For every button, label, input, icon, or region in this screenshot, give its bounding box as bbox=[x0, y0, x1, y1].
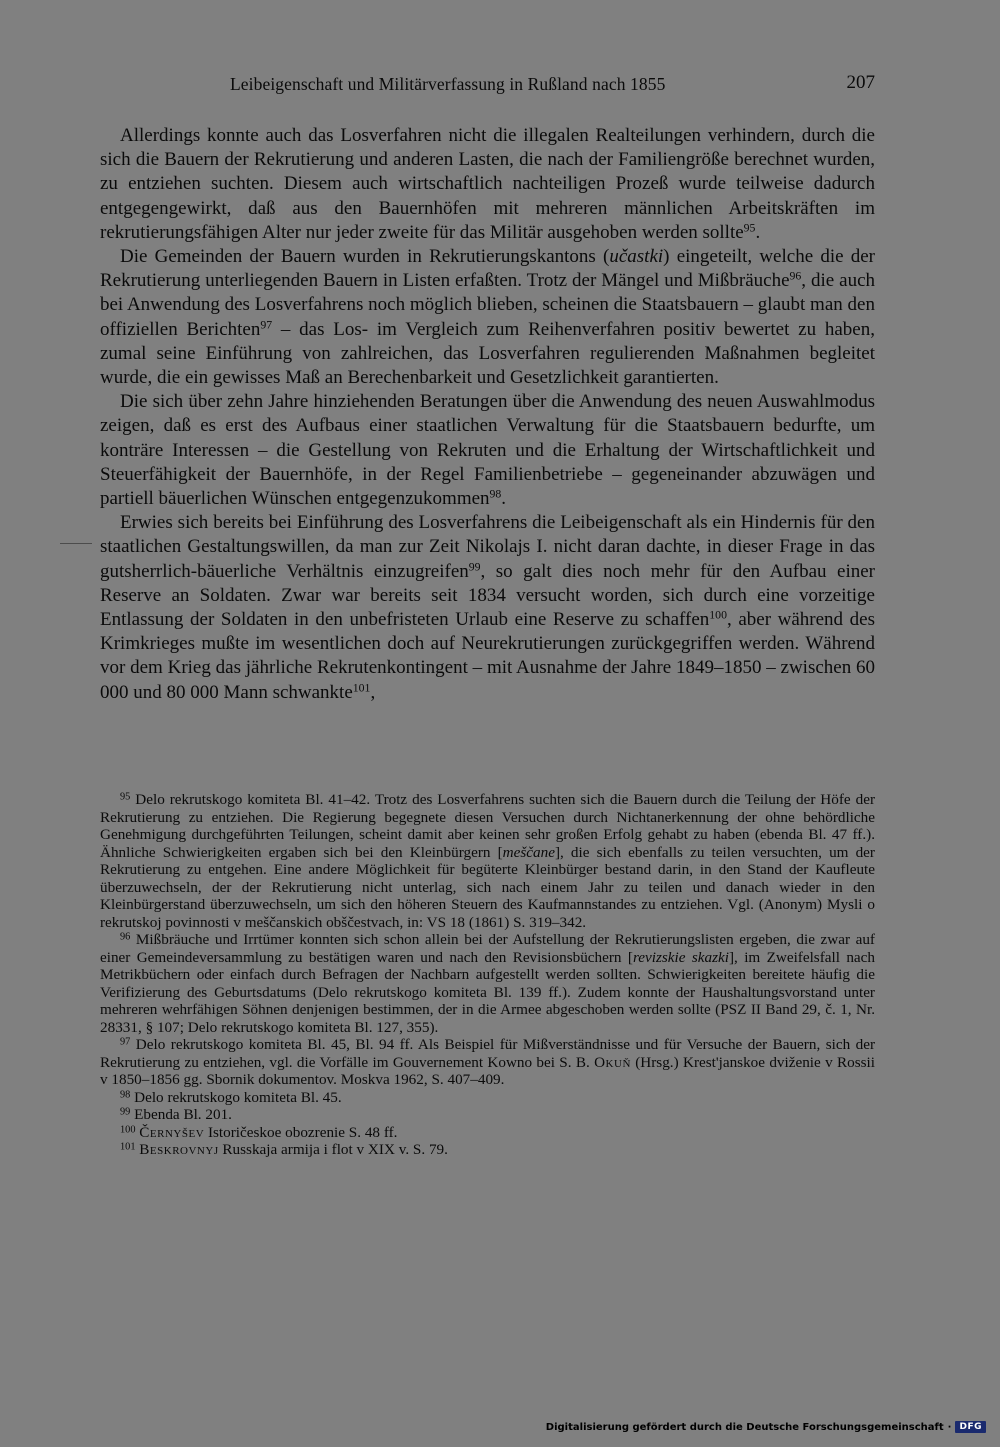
digitization-credit: Digitalisierung gefördert durch die Deutsche Forschungsgemeinschaft · DFG bbox=[546, 1419, 986, 1435]
dfg-logo-icon[interactable]: DFG bbox=[955, 1421, 986, 1433]
page-header bbox=[100, 72, 875, 100]
footnote-ref-96[interactable]: 96 bbox=[789, 269, 802, 283]
footnote-ref-95[interactable]: 95 bbox=[743, 221, 756, 235]
paragraph-4: Erwies sich bereits bei Einführung des Losverfahrens die Leibeigenschaft als ein Hindernis für den staatlichen Gestaltungswillen, da man zur Zeit Nikolajs I. nicht daran dachte, in dieser Frage in das gutsherrlich-bäuerliche Verhältnis einzugreifen$^{99}$, so galt dies noch mehr für den Aufbau einer Reserve an Soldaten. Zwar war bereits seit 1834 versucht worden, sich durch eine vorzeitige Entlassung der Soldaten in den unbefristeten Urlaub eine Reserve zu schaffen$^{100}$, aber während des Krimkrieges mußte im wesentlichen doch auf Neurekrutierungen zurückgegriffen werden. Während vor dem Krieg das jährliche Rekrutenkontingent – mit Ausnahme der Jahre 1849–1850 – zwischen 60 000 und 80 000 Mann schwankte$^{101}$, bbox=[100, 512, 876, 703]
footnote-96: $^{96}$ Mißbräuche und Irrtümer konnten sich schon allein bei der Aufstellung der Rekrutierungslisten ergeben, die zwar auf einer Gemeindeversammlung zu bestätigen waren und nach den Revisionsbüchern [revizskie skazki], im Zweifelsfall nach Metrikbüchern oder einfach durch Befragen der Nachbarn aufgestellt werden sollten. Schwierigkeiten bereitete häufig die Verifizierung des Geburtsdatums (Delo rekrutskogo komiteta Bl. 139 ff.). Zudem konnte der Haushaltungsvorstand unter mehreren wehrfähigen Söhnen denjenigen bestimmen, der in die Armee abgeschoben werden sollte (PSZ II Band 29, č. 1, Nr. 28331, § 107; Delo rekrutskogo komiteta Bl. 127, 355). bbox=[100, 931, 875, 1036]
footnote-98: $^{98}$ Delo rekrutskogo komiteta Bl. 45. bbox=[120, 1088, 342, 1106]
footnote-ref-100[interactable]: 100 bbox=[709, 608, 727, 622]
margin-mark bbox=[60, 543, 92, 544]
footnote-100: $^{100}$ Černyšev Istoričeskoe obozrenie S. 48 ff. bbox=[120, 1123, 398, 1141]
footnote-ref-99[interactable]: 99 bbox=[468, 560, 481, 574]
term-ucastki: učastki bbox=[609, 246, 664, 268]
footnote-ref-101[interactable]: 101 bbox=[352, 681, 371, 695]
footnote-97: $^{97}$ Delo rekrutskogo komiteta Bl. 45, Bl. 94 ff. Als Beispiel für Mißverständnisse und für Versuche der Bauern, sich der Rekrutierung zu entziehen, vgl. die Vorfälle im Gouvernement Kowno bei S. B. Okuň (Hrsg.) Krest'janskoe dviženie v Rossii v 1850–1856 gg. Sbornik dokumentov. Moskva 1962, S. 407–409. bbox=[100, 1036, 876, 1088]
footnote-ref-97[interactable]: 97 bbox=[260, 318, 273, 332]
footnotes bbox=[100, 791, 875, 1159]
footnote-101: $^{101}$ Beskrovnyj Russkaja armija i flot v XIX v. S. 79. bbox=[120, 1141, 448, 1158]
credit-text: Digitalisierung gefördert durch die Deutsche Forschungsgemeinschaft bbox=[545, 1421, 944, 1433]
footnote-ref-98[interactable]: 98 bbox=[489, 487, 502, 501]
main-text bbox=[100, 124, 875, 705]
running-title: Leibeigenschaft und Militärverfassung in Rußland nach 1855 bbox=[230, 74, 666, 94]
paragraph-3: Die sich über zehn Jahre hinziehenden Beratungen über die Anwendung des neuen Auswahlmodus zeigen, daß es erst des Aufbaus einer staatlichen Verwaltung für die Staatsbauern bedurfte, um konträre Interessen – die Gestellung von Rekruten und die Erhaltung der Wirtschaftlichkeit und Steuerfähigkeit der Bauernhöfe, in der Regel Familienbetriebe – gegeneinander abzuwägen und partiell bäuerlichen Wünschen entgegenzukommen$^{98}$. bbox=[100, 391, 875, 510]
page-number: 207 bbox=[846, 72, 875, 93]
paragraph-2: Die Gemeinden der Bauern wurden in Rekrutierungskantons (učastki) eingeteilt, welche die der Rekrutierung unterliegenden Bauern in Listen erfaßten. Trotz der Mängel und Mißbräuche$^{96}$, die auch bei Anwendung des Losverfahrens noch möglich blieben, scheinen die Staatsbauern – glaubt man den offiziellen Berichten$^{97}$ – das Los- im Vergleich zum Reihenverfahren positiv bewertet zu haben, zumal seine Einführung von zahlreichen, das Losverfahren regulierenden Maßnahmen begleitet wurde, die ein gewisses Maß an Berechenbarkeit und Gesetzlichkeit garantierten. bbox=[100, 246, 876, 389]
paragraph-1: Allerdings konnte auch das Losverfahren nicht die illegalen Realteilungen verhindern, durch die sich die Bauern der Rekrutierung und anderen Lasten, die nach der Familiengröße berechnet wurden, zu entziehen suchten. Diesem auch wirtschaftlich nachteiligen Prozeß wurde teilweise dadurch entgegengewirkt, daß aus den Bauernhöfen mit mehreren männlichen Arbeitskräften im rekrutierungsfähigen Alter nur jeder zweite für das Militär ausgehoben werden sollte$^{95}$. bbox=[100, 125, 875, 243]
footnote-95: $^{95}$ Delo rekrutskogo komiteta Bl. 41–42. Trotz des Losverfahrens suchten sich die Bauern durch die Teilung der Höfe der Rekrutierung zu entziehen. Die Regierung begegnete diesen Versuchen durch Nichtanerkennung der ohne behördliche Genehmigung durchgeführten Teilungen, scheint damit aber keinen sehr großen Erfolg gehabt zu haben (ebenda Bl. 47 ff.). Ähnliche Schwierigkeiten ergaben sich bei den Kleinbürgern [meščane], die sich ebenfalls zu teilen versuchten, um der Rekrutierung zu entgehen. Eine andere Möglichkeit für begüterte Kleinbürger bestand darin, in den Stand der Kaufleute überzuwechseln, der der Rekrutierung nicht unterlag, sich nach einem Jahr zu teilen und danach wieder in den Kleinbürgerstand überzuwechseln, um sich den höheren Steuern des Kaufmannstandes zu entziehen. Vgl. (Anonym) Mysli o rekrutskoj povinnosti v meščanskich obščestvach, in: VS 18 (1861) S. 319–342. bbox=[100, 791, 876, 931]
footnote-99: $^{99}$ Ebenda Bl. 201. bbox=[120, 1106, 232, 1123]
